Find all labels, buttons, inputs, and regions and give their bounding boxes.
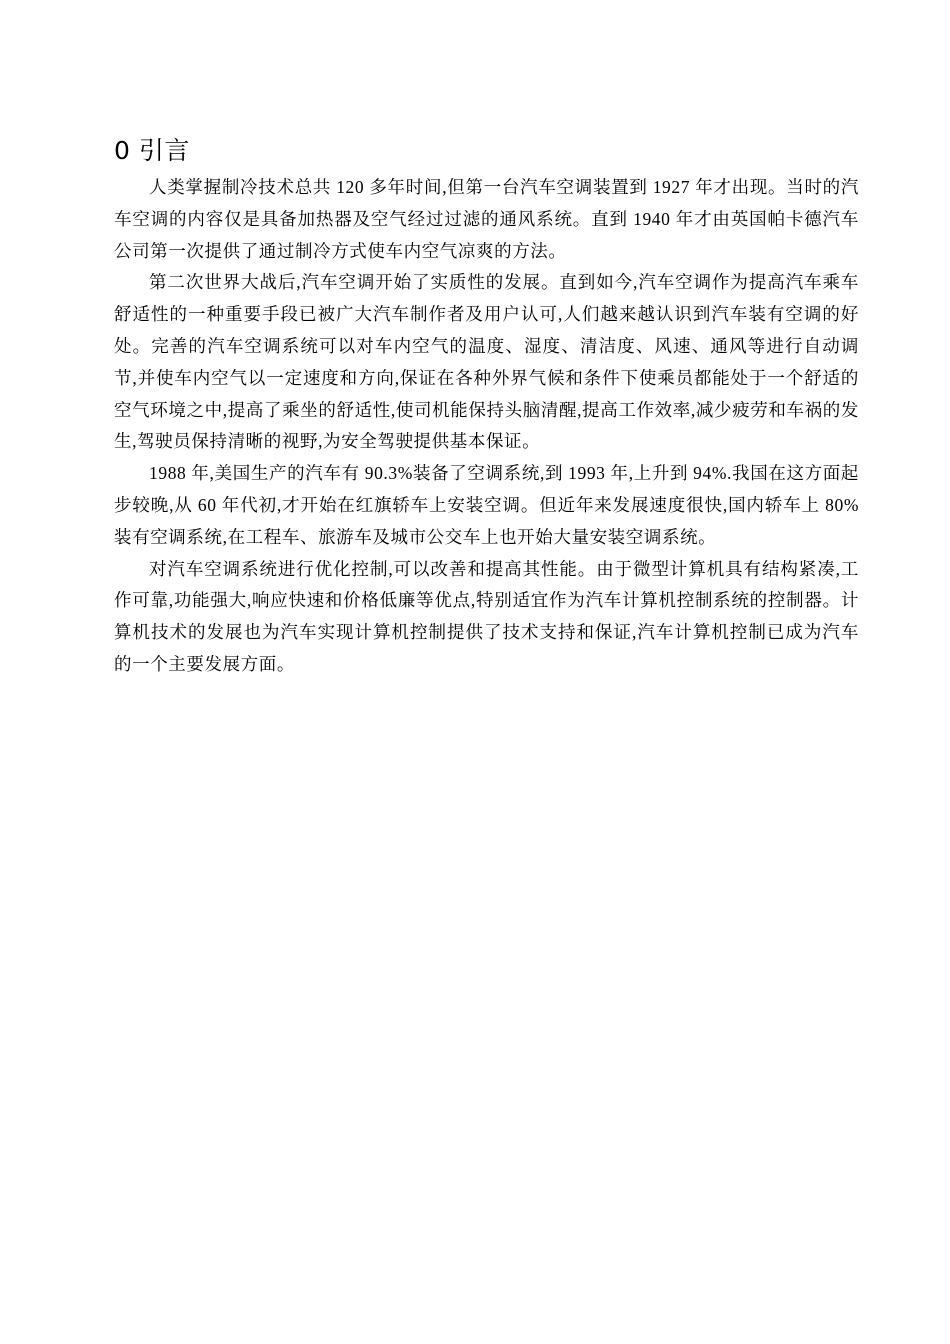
paragraph-1: 人类掌握制冷技术总共 120 多年时间,但第一台汽车空调装置到 1927 年才出现。当时的汽车空调的内容仅是具备加热器及空气经过过滤的通风系统。直到 1940 年才由英国帕卡德汽车公司第一次提供了通过制冷方式使车内空气凉爽的方法。 — [114, 177, 859, 261]
paragraph-2: 第二次世界大战后,汽车空调开始了实质性的发展。直到如今,汽车空调作为提高汽车乘车舒适性的一种重要手段已被广大汽车制作者及用户认可,人们越来越认识到汽车装有空调的好处。完善的汽车空调系统可以对车内空气的温度、湿度、清洁度、风速、通风等进行自动调节,并使车内空气以一定速度和方向,保证在各种外界气候和条件下使乘员都能处于一个舒适的空气环境之中,提高了乘坐的舒适性,使司机能保持头脑清醒,提高工作效率,减少疲劳和车祸的发生,驾驶员保持清晰的视野,为安全驾驶提供基本保证。 — [114, 272, 859, 452]
paragraph-3: 1988 年,美国生产的汽车有 90.3%装备了空调系统,到 1993 年,上升到 94%.我国在这方面起步较晚,从 60 年代初,才开始在红旗轿车上安装空调。但近年来发展速度很快,国内轿车上 80%装有空调系统,在工程车、旅游车及城市公交车上也开始大量安装空调系统。 — [114, 463, 859, 547]
section-heading: 0 引言 — [114, 136, 190, 165]
paragraph-4: 对汽车空调系统进行优化控制,可以改善和提高其性能。由于微型计算机具有结构紧凑,工作可靠,功能强大,响应快速和价格低廉等优点,特别适宜作为汽车计算机控制系统的控制器。计算机技术的发展也为汽车实现计算机控制提供了技术支持和保证,汽车计算机控制已成为汽车的一个主要发展方面。 — [114, 558, 859, 674]
document-body — [114, 133, 859, 681]
